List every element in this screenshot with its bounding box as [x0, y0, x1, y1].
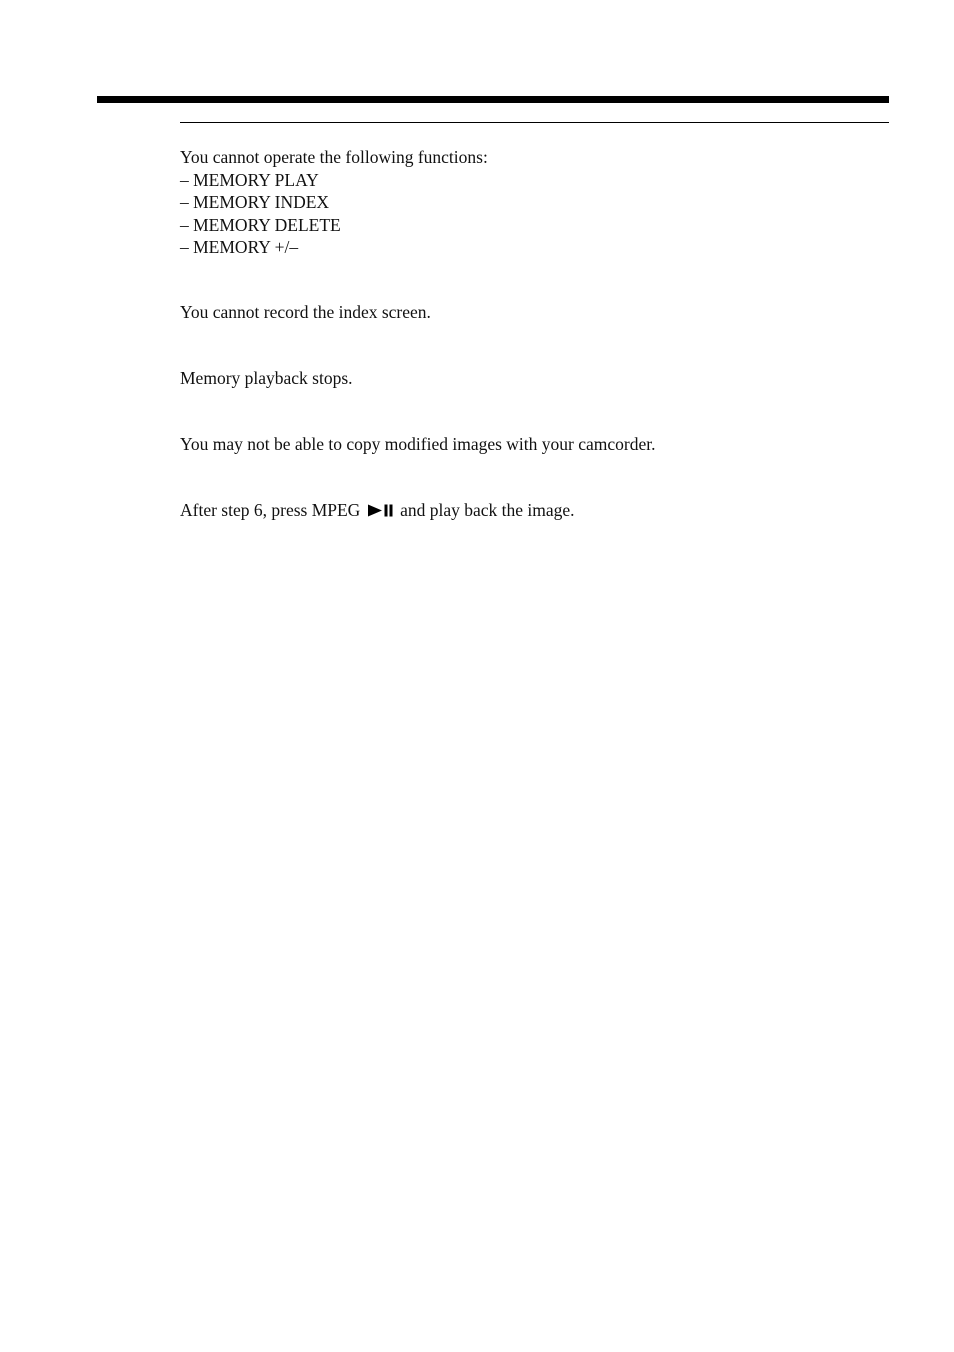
list-item: – MEMORY +/–: [180, 237, 299, 257]
header-rule-thin: [180, 122, 889, 123]
note-mpeg-after: and play back the image.: [400, 500, 575, 520]
note-mpeg-before: After step 6, press MPEG: [180, 500, 361, 520]
note-copy-text: You may not be able to copy modified images with your camcorder.: [180, 434, 656, 454]
list-item: – MEMORY PLAY: [180, 169, 319, 190]
note-playback: [180, 367, 353, 390]
header-rule-thick: [97, 96, 889, 103]
list-item: – MEMORY DELETE: [180, 214, 341, 235]
list-item: – MEMORY INDEX: [180, 192, 330, 212]
note-index-screen-text: You cannot record the index screen.: [180, 302, 431, 322]
note-mpeg-text: [180, 499, 575, 522]
note-playback-text: Memory playback stops.: [180, 368, 353, 388]
note-functions: [180, 146, 488, 259]
play-pause-icon: [367, 504, 394, 517]
note-copy: [180, 433, 655, 456]
note-functions-text: You cannot operate the following functions:: [180, 147, 488, 167]
note-mpeg: [180, 499, 575, 522]
note-index-screen: [180, 301, 431, 324]
